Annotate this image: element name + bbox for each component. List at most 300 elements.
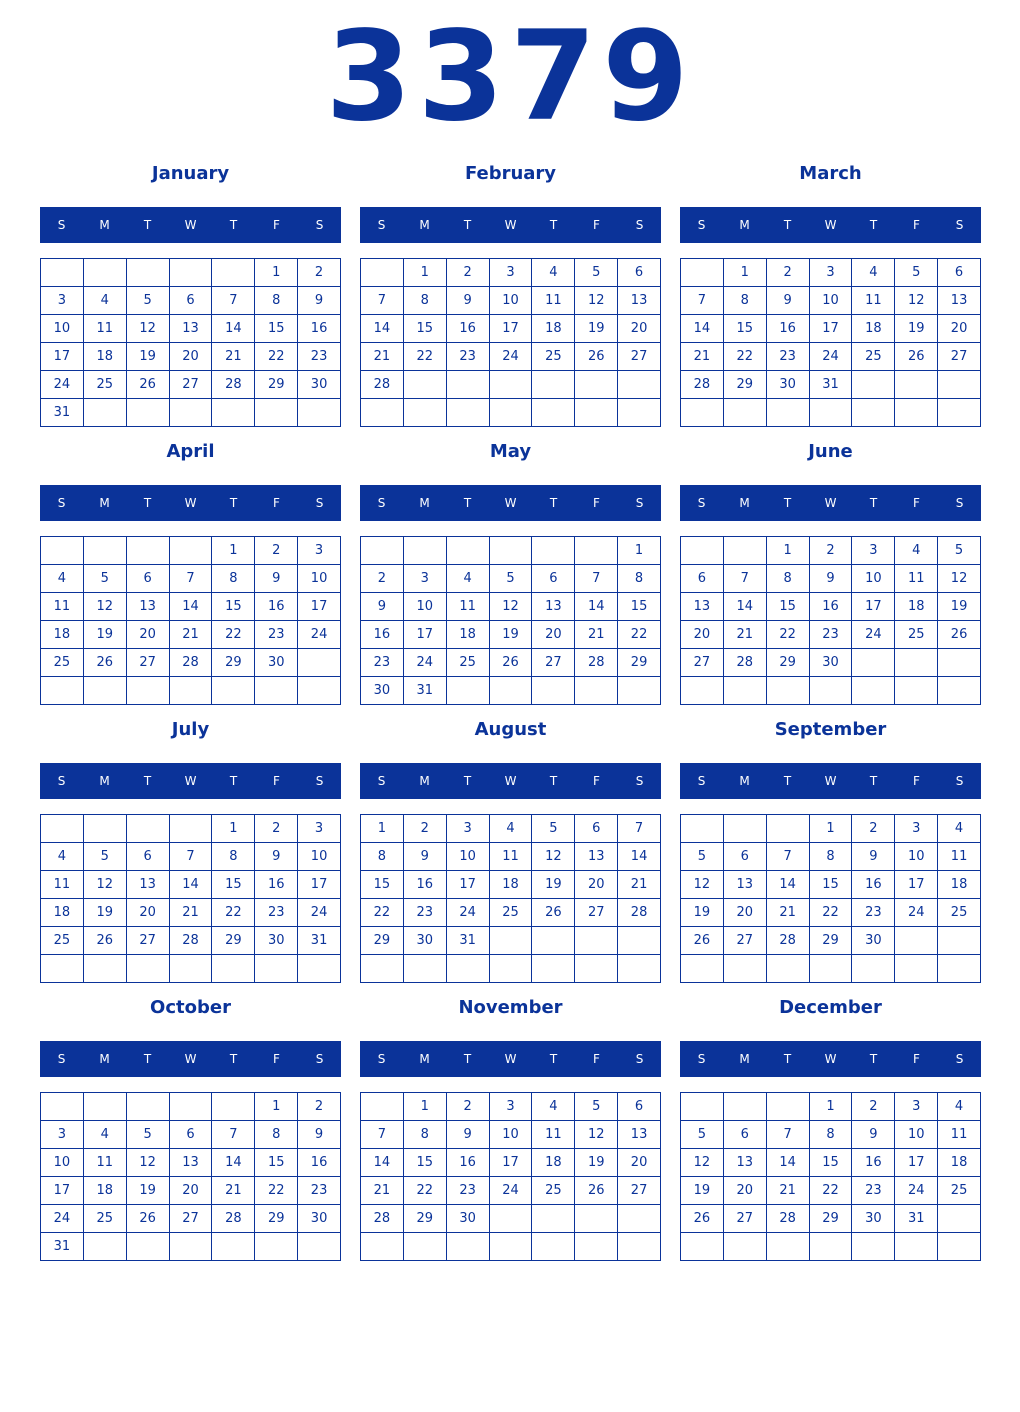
empty-day-cell [852, 399, 895, 427]
day-cell: 3 [895, 815, 938, 843]
empty-day-cell [361, 399, 404, 427]
day-cell: 28 [618, 899, 661, 927]
day-cell: 25 [532, 343, 575, 371]
month-name: October [150, 997, 231, 1018]
day-cell: 11 [852, 287, 895, 315]
weekday-header [40, 207, 341, 243]
day-cell: 27 [618, 343, 661, 371]
empty-day-cell [575, 955, 618, 983]
day-cell: 23 [767, 343, 810, 371]
day-cell: 2 [255, 815, 298, 843]
weekday-label: S [697, 218, 706, 232]
day-cell: 21 [575, 621, 618, 649]
empty-day-cell [532, 677, 575, 705]
empty-day-cell [170, 259, 213, 287]
day-cell: 10 [490, 287, 533, 315]
day-cell: 13 [618, 1121, 661, 1149]
weekday-label: T [143, 1052, 152, 1066]
weekday-label: T [783, 496, 792, 510]
month-name: April [166, 441, 215, 462]
weekday-label: S [955, 1052, 964, 1066]
day-cell: 24 [447, 899, 490, 927]
empty-day-cell [298, 955, 341, 983]
day-cell: 29 [255, 371, 298, 399]
day-cell: 6 [127, 843, 170, 871]
day-cell: 10 [41, 1149, 84, 1177]
day-cell: 15 [404, 1149, 447, 1177]
empty-day-cell [404, 371, 447, 399]
month-name: February [464, 163, 557, 184]
empty-day-cell [575, 927, 618, 955]
day-cell: 8 [810, 1121, 853, 1149]
day-cell: 10 [447, 843, 490, 871]
empty-day-cell [575, 537, 618, 565]
day-cell: 14 [618, 843, 661, 871]
empty-day-cell [170, 955, 213, 983]
weekday-label: W [184, 1052, 197, 1066]
empty-day-cell [447, 537, 490, 565]
day-cell: 30 [255, 927, 298, 955]
weekday-label: F [593, 1052, 600, 1066]
day-cell: 31 [298, 927, 341, 955]
empty-day-cell [41, 259, 84, 287]
day-cell: 17 [41, 343, 84, 371]
empty-day-cell [767, 955, 810, 983]
day-cell: 3 [490, 1093, 533, 1121]
days-grid [680, 258, 981, 427]
day-cell: 31 [447, 927, 490, 955]
empty-day-cell [490, 399, 533, 427]
empty-day-cell [170, 537, 213, 565]
weekday-label: F [593, 496, 600, 510]
day-cell: 16 [404, 871, 447, 899]
empty-day-cell [84, 677, 127, 705]
weekday-label: S [955, 218, 964, 232]
day-cell: 28 [724, 649, 767, 677]
day-cell: 13 [532, 593, 575, 621]
days-grid [40, 536, 341, 705]
weekday-label: W [184, 496, 197, 510]
weekday-label: S [377, 1052, 386, 1066]
weekday-label: M [99, 774, 110, 788]
empty-day-cell [490, 1233, 533, 1261]
day-cell: 14 [681, 315, 724, 343]
weekday-label: S [955, 496, 964, 510]
day-cell: 23 [255, 621, 298, 649]
empty-day-cell [255, 955, 298, 983]
day-cell: 16 [298, 1149, 341, 1177]
empty-day-cell [618, 371, 661, 399]
weekday-header [360, 1041, 661, 1077]
day-cell: 26 [681, 1205, 724, 1233]
day-cell: 12 [84, 593, 127, 621]
day-cell: 29 [810, 1205, 853, 1233]
day-cell: 27 [724, 1205, 767, 1233]
day-cell: 7 [767, 843, 810, 871]
empty-day-cell [170, 677, 213, 705]
day-cell: 30 [810, 649, 853, 677]
month-name: August [474, 719, 547, 740]
day-cell: 28 [767, 927, 810, 955]
day-cell: 12 [681, 1149, 724, 1177]
empty-day-cell [618, 399, 661, 427]
day-cell: 17 [490, 1149, 533, 1177]
day-cell: 10 [810, 287, 853, 315]
day-cell: 8 [810, 843, 853, 871]
day-cell: 3 [41, 287, 84, 315]
day-cell: 22 [724, 343, 767, 371]
day-cell: 25 [938, 1177, 981, 1205]
weekday-header [360, 207, 661, 243]
weekday-label: S [635, 1052, 644, 1066]
empty-day-cell [41, 537, 84, 565]
day-cell: 9 [447, 1121, 490, 1149]
day-cell: 22 [255, 1177, 298, 1205]
weekday-label: S [57, 1052, 66, 1066]
day-cell: 23 [404, 899, 447, 927]
day-cell: 9 [404, 843, 447, 871]
empty-day-cell [938, 649, 981, 677]
day-cell: 28 [361, 1205, 404, 1233]
empty-day-cell [298, 677, 341, 705]
empty-day-cell [212, 1093, 255, 1121]
day-cell: 9 [255, 565, 298, 593]
day-cell: 17 [810, 315, 853, 343]
day-cell: 17 [895, 871, 938, 899]
empty-day-cell [41, 815, 84, 843]
day-cell: 28 [681, 371, 724, 399]
day-cell: 5 [681, 843, 724, 871]
day-cell: 7 [575, 565, 618, 593]
day-cell: 16 [852, 871, 895, 899]
day-cell: 22 [618, 621, 661, 649]
day-cell: 7 [361, 1121, 404, 1149]
day-cell: 20 [724, 1177, 767, 1205]
weekday-label: T [783, 1052, 792, 1066]
day-cell: 11 [532, 1121, 575, 1149]
empty-day-cell [127, 815, 170, 843]
empty-day-cell [170, 399, 213, 427]
day-cell: 5 [938, 537, 981, 565]
day-cell: 27 [575, 899, 618, 927]
empty-day-cell [255, 1233, 298, 1261]
day-cell: 1 [361, 815, 404, 843]
day-cell: 25 [938, 899, 981, 927]
day-cell: 5 [575, 1093, 618, 1121]
day-cell: 8 [404, 287, 447, 315]
day-cell: 15 [212, 871, 255, 899]
day-cell: 18 [895, 593, 938, 621]
weekday-label: F [593, 218, 600, 232]
weekday-label: T [549, 1052, 558, 1066]
month-name: May [489, 441, 532, 462]
empty-day-cell [532, 1205, 575, 1233]
day-cell: 8 [255, 287, 298, 315]
empty-day-cell [852, 649, 895, 677]
day-cell: 14 [575, 593, 618, 621]
weekday-label: T [549, 218, 558, 232]
weekday-label: M [99, 1052, 110, 1066]
empty-day-cell [938, 399, 981, 427]
weekday-label: M [739, 218, 750, 232]
day-cell: 23 [298, 343, 341, 371]
empty-day-cell [127, 1233, 170, 1261]
day-cell: 12 [127, 315, 170, 343]
day-cell: 24 [41, 371, 84, 399]
day-cell: 11 [84, 315, 127, 343]
empty-day-cell [127, 537, 170, 565]
day-cell: 23 [361, 649, 404, 677]
day-cell: 20 [170, 1177, 213, 1205]
day-cell: 26 [895, 343, 938, 371]
day-cell: 3 [447, 815, 490, 843]
day-cell: 8 [361, 843, 404, 871]
weekday-label: S [697, 496, 706, 510]
month-name: January [151, 163, 230, 184]
day-cell: 19 [575, 315, 618, 343]
empty-day-cell [84, 259, 127, 287]
day-cell: 3 [895, 1093, 938, 1121]
day-cell: 15 [255, 315, 298, 343]
day-cell: 6 [618, 259, 661, 287]
day-cell: 17 [298, 871, 341, 899]
weekday-header [360, 485, 661, 521]
day-cell: 19 [127, 1177, 170, 1205]
day-cell: 24 [895, 1177, 938, 1205]
weekday-label: S [955, 774, 964, 788]
day-cell: 23 [447, 343, 490, 371]
day-cell: 8 [767, 565, 810, 593]
day-cell: 5 [575, 259, 618, 287]
day-cell: 1 [404, 1093, 447, 1121]
day-cell: 18 [447, 621, 490, 649]
empty-day-cell [681, 815, 724, 843]
day-cell: 7 [724, 565, 767, 593]
day-cell: 11 [938, 1121, 981, 1149]
day-cell: 2 [447, 1093, 490, 1121]
day-cell: 17 [447, 871, 490, 899]
empty-day-cell [810, 677, 853, 705]
day-cell: 4 [490, 815, 533, 843]
empty-day-cell [895, 955, 938, 983]
day-cell: 9 [810, 565, 853, 593]
empty-day-cell [84, 815, 127, 843]
empty-day-cell [724, 1233, 767, 1261]
days-grid [40, 814, 341, 983]
day-cell: 7 [170, 843, 213, 871]
day-cell: 30 [404, 927, 447, 955]
weekday-header [40, 485, 341, 521]
day-cell: 9 [767, 287, 810, 315]
day-cell: 21 [767, 1177, 810, 1205]
weekday-label: T [463, 496, 472, 510]
day-cell: 12 [938, 565, 981, 593]
day-cell: 29 [618, 649, 661, 677]
empty-day-cell [618, 1205, 661, 1233]
empty-day-cell [212, 259, 255, 287]
day-cell: 25 [41, 649, 84, 677]
day-cell: 20 [618, 1149, 661, 1177]
day-cell: 3 [298, 815, 341, 843]
day-cell: 15 [212, 593, 255, 621]
day-cell: 4 [84, 1121, 127, 1149]
day-cell: 15 [255, 1149, 298, 1177]
empty-day-cell [298, 399, 341, 427]
day-cell: 5 [895, 259, 938, 287]
day-cell: 18 [84, 343, 127, 371]
weekday-label: F [593, 774, 600, 788]
empty-day-cell [41, 677, 84, 705]
day-cell: 21 [361, 343, 404, 371]
day-cell: 12 [532, 843, 575, 871]
day-cell: 5 [490, 565, 533, 593]
weekday-label: S [377, 496, 386, 510]
empty-day-cell [84, 1093, 127, 1121]
day-cell: 30 [852, 1205, 895, 1233]
day-cell: 22 [255, 343, 298, 371]
day-cell: 15 [810, 871, 853, 899]
empty-day-cell [532, 1233, 575, 1261]
day-cell: 28 [212, 371, 255, 399]
empty-day-cell [361, 259, 404, 287]
day-cell: 23 [852, 1177, 895, 1205]
weekday-label: F [273, 218, 280, 232]
empty-day-cell [895, 399, 938, 427]
day-cell: 16 [852, 1149, 895, 1177]
day-cell: 21 [767, 899, 810, 927]
day-cell: 10 [298, 565, 341, 593]
empty-day-cell [618, 1233, 661, 1261]
day-cell: 31 [41, 399, 84, 427]
day-cell: 26 [938, 621, 981, 649]
weekday-label: T [229, 774, 238, 788]
day-cell: 27 [532, 649, 575, 677]
day-cell: 13 [127, 871, 170, 899]
day-cell: 3 [852, 537, 895, 565]
empty-day-cell [681, 399, 724, 427]
day-cell: 28 [212, 1205, 255, 1233]
empty-day-cell [938, 927, 981, 955]
empty-day-cell [532, 371, 575, 399]
day-cell: 6 [724, 843, 767, 871]
weekday-label: T [549, 774, 558, 788]
day-cell: 16 [361, 621, 404, 649]
empty-day-cell [681, 259, 724, 287]
day-cell: 4 [532, 259, 575, 287]
day-cell: 24 [490, 343, 533, 371]
day-cell: 15 [724, 315, 767, 343]
day-cell: 19 [84, 899, 127, 927]
empty-day-cell [212, 955, 255, 983]
day-cell: 2 [810, 537, 853, 565]
day-cell: 19 [938, 593, 981, 621]
weekday-label: S [377, 218, 386, 232]
empty-day-cell [298, 649, 341, 677]
day-cell: 1 [810, 1093, 853, 1121]
day-cell: 12 [490, 593, 533, 621]
empty-day-cell [575, 677, 618, 705]
days-grid [40, 258, 341, 427]
day-cell: 11 [532, 287, 575, 315]
day-cell: 22 [404, 1177, 447, 1205]
weekday-header [360, 763, 661, 799]
day-cell: 20 [618, 315, 661, 343]
empty-day-cell [767, 399, 810, 427]
empty-day-cell [255, 399, 298, 427]
day-cell: 14 [170, 593, 213, 621]
day-cell: 5 [84, 843, 127, 871]
weekday-label: W [824, 496, 837, 510]
empty-day-cell [404, 399, 447, 427]
day-cell: 6 [724, 1121, 767, 1149]
day-cell: 22 [767, 621, 810, 649]
day-cell: 11 [41, 871, 84, 899]
weekday-header [40, 763, 341, 799]
empty-day-cell [724, 815, 767, 843]
month-name: March [799, 163, 862, 184]
day-cell: 6 [170, 1121, 213, 1149]
day-cell: 27 [170, 1205, 213, 1233]
weekday-header [680, 1041, 981, 1077]
day-cell: 2 [767, 259, 810, 287]
empty-day-cell [532, 927, 575, 955]
day-cell: 29 [724, 371, 767, 399]
day-cell: 30 [298, 1205, 341, 1233]
weekday-label: S [315, 218, 324, 232]
day-cell: 3 [404, 565, 447, 593]
day-cell: 28 [361, 371, 404, 399]
weekday-label: S [315, 1052, 324, 1066]
day-cell: 12 [681, 871, 724, 899]
empty-day-cell [938, 1205, 981, 1233]
empty-day-cell [681, 1233, 724, 1261]
weekday-label: S [57, 218, 66, 232]
weekday-label: T [463, 774, 472, 788]
month-name: June [808, 441, 853, 462]
day-cell: 22 [404, 343, 447, 371]
day-cell: 13 [938, 287, 981, 315]
day-cell: 22 [810, 899, 853, 927]
day-cell: 8 [212, 565, 255, 593]
year-title: 3379 [325, 5, 695, 149]
day-cell: 17 [852, 593, 895, 621]
day-cell: 4 [41, 843, 84, 871]
weekday-label: M [419, 496, 430, 510]
day-cell: 14 [361, 1149, 404, 1177]
weekday-label: T [143, 218, 152, 232]
day-cell: 13 [170, 315, 213, 343]
empty-day-cell [895, 677, 938, 705]
day-cell: 15 [404, 315, 447, 343]
day-cell: 26 [575, 343, 618, 371]
day-cell: 14 [212, 1149, 255, 1177]
day-cell: 24 [490, 1177, 533, 1205]
empty-day-cell [490, 537, 533, 565]
day-cell: 9 [298, 1121, 341, 1149]
day-cell: 9 [298, 287, 341, 315]
day-cell: 4 [84, 287, 127, 315]
empty-day-cell [532, 955, 575, 983]
day-cell: 18 [84, 1177, 127, 1205]
day-cell: 6 [575, 815, 618, 843]
weekday-label: W [824, 218, 837, 232]
empty-day-cell [681, 677, 724, 705]
day-cell: 15 [361, 871, 404, 899]
day-cell: 14 [724, 593, 767, 621]
day-cell: 13 [127, 593, 170, 621]
weekday-header [40, 1041, 341, 1077]
day-cell: 17 [895, 1149, 938, 1177]
